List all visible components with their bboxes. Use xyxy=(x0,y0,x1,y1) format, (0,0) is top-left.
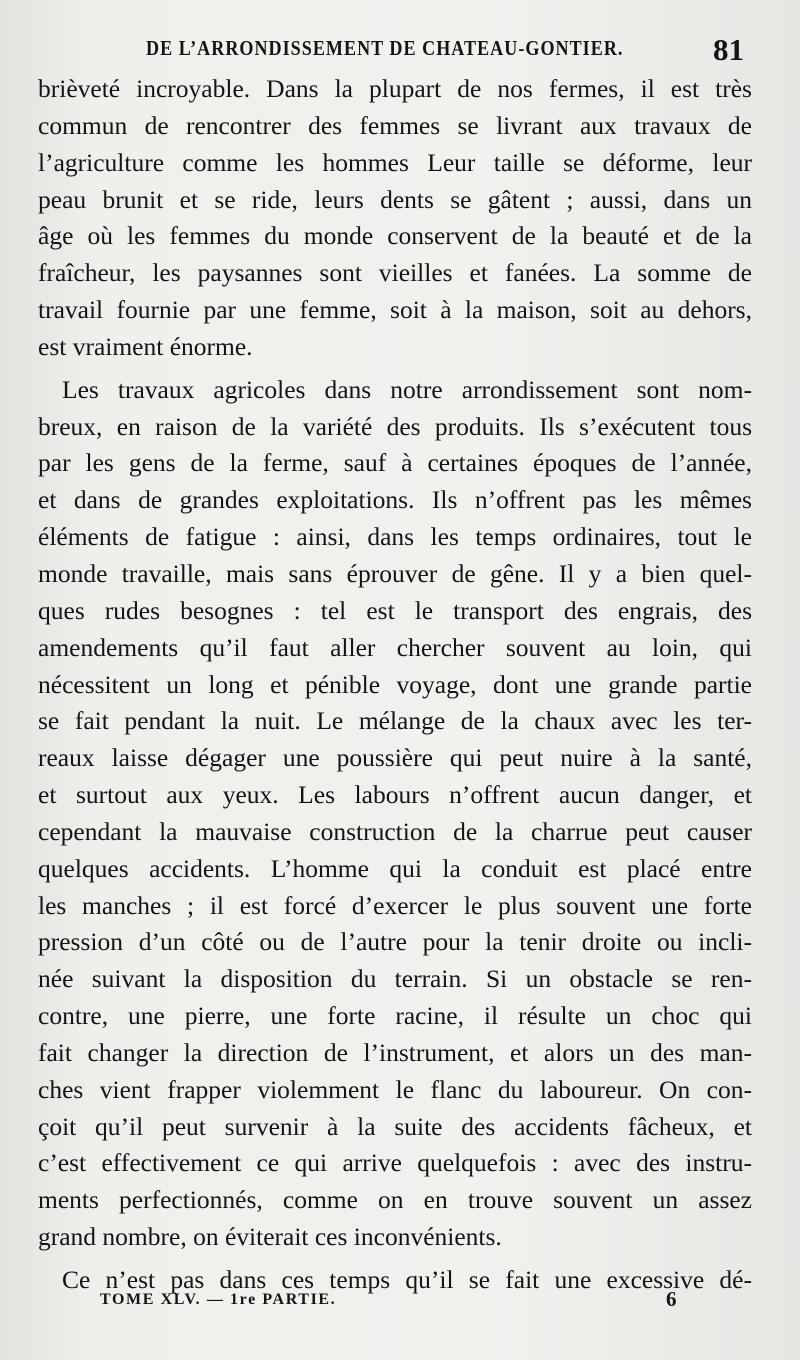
text-line: travail fournie par une femme, soit à la maison, soit au dehors, xyxy=(38,295,752,325)
text-line: reaux laisse dégager une poussière qui peut nuire à la santé, xyxy=(38,743,752,773)
text-line: cependant la mauvaise construction de la charrue peut causer xyxy=(38,816,752,846)
text-line: grand nombre, on éviterait ces inconvénients. xyxy=(38,1222,502,1252)
sheet-number: 6 xyxy=(666,1287,677,1311)
text-line: monde travaille, mais sans éprouver de gêne. Il y a bien quel- xyxy=(38,558,752,588)
text-line: par les gens de la ferme, sauf à certaines époques de l’année, xyxy=(38,448,752,478)
text-line: brièveté incroyable. Dans la plupart de nos fermes, il est très xyxy=(38,74,752,103)
text-line: nécessitent un long et pénible voyage, dont une grande partie xyxy=(38,669,752,699)
body-text xyxy=(38,71,752,1299)
text-line: pression d’un côté ou de l’autre pour la tenir droite ou incli- xyxy=(38,927,752,957)
page-header xyxy=(38,32,750,68)
text-line: amendements qu’il faut aller chercher souvent au loin, qui xyxy=(38,632,752,662)
text-line: et surtout aux yeux. Les labours n’offrent aucun danger, et xyxy=(38,780,752,810)
text-line: éléments de fatigue : ainsi, dans les temps ordinaires, tout le xyxy=(38,522,752,552)
text-line: fait changer la direction de l’instrument, et alors un des man- xyxy=(38,1037,752,1067)
text-line: les manches ; il est forcé d’exercer le plus souvent une forte xyxy=(38,890,752,920)
running-title: DE L’ARRONDISSEMENT DE CHATEAU-GONTIER. xyxy=(146,36,624,60)
text-line: ches vient frapper violemment le flanc du laboureur. On con- xyxy=(38,1074,752,1104)
text-line: est vraiment énorme. xyxy=(38,331,253,361)
text-line: ments perfectionnés, comme on en trouve souvent un assez xyxy=(38,1185,752,1215)
text-line: née suivant la disposition du terrain. Si un obstacle se ren- xyxy=(38,964,752,994)
text-line: Les travaux agricoles dans notre arrondissement sont nom- xyxy=(62,374,752,404)
text-line: ques rudes besognes : tel est le transport des engrais, des xyxy=(38,595,752,625)
text-line: l’agriculture comme les hommes Leur taille se déforme, leur xyxy=(38,147,752,177)
text-line: çoit qu’il peut survenir à la suite des accidents fâcheux, et xyxy=(38,1111,752,1141)
text-line: breux, en raison de la variété des produits. Ils s’exécutent tous xyxy=(38,411,752,441)
text-line: âge où les femmes du monde conservent de la beauté et de la xyxy=(38,221,752,251)
text-line: fraîcheur, les paysannes sont vieilles et fanées. La somme de xyxy=(38,258,752,288)
text-line: et dans de grandes exploitations. Ils n’offrent pas les mêmes xyxy=(38,485,752,515)
text-line: peau brunit et se ride, leurs dents se gâtent ; aussi, dans un xyxy=(38,184,752,214)
text-line: commun de rencontrer des femmes se livrant aux travaux de xyxy=(38,110,752,140)
page-number: 81 xyxy=(713,32,744,67)
text-line: contre, une pierre, une forte racine, il résulte un choc qui xyxy=(38,1001,752,1031)
text-line: quelques accidents. L’homme qui la conduit est placé entre xyxy=(38,853,752,883)
page-footer xyxy=(38,1283,750,1323)
signature-mark: TOME XLV. — 1re PARTIE. xyxy=(100,1291,337,1308)
text-line: se fait pendant la nuit. Le mélange de la chaux avec les ter- xyxy=(38,706,752,736)
text-line: Ce n’est pas dans ces temps qu’il se fait une excessive dé- xyxy=(62,1265,752,1294)
text-line: c’est effectivement ce qui arrive quelquefois : avec des instru- xyxy=(38,1148,752,1178)
